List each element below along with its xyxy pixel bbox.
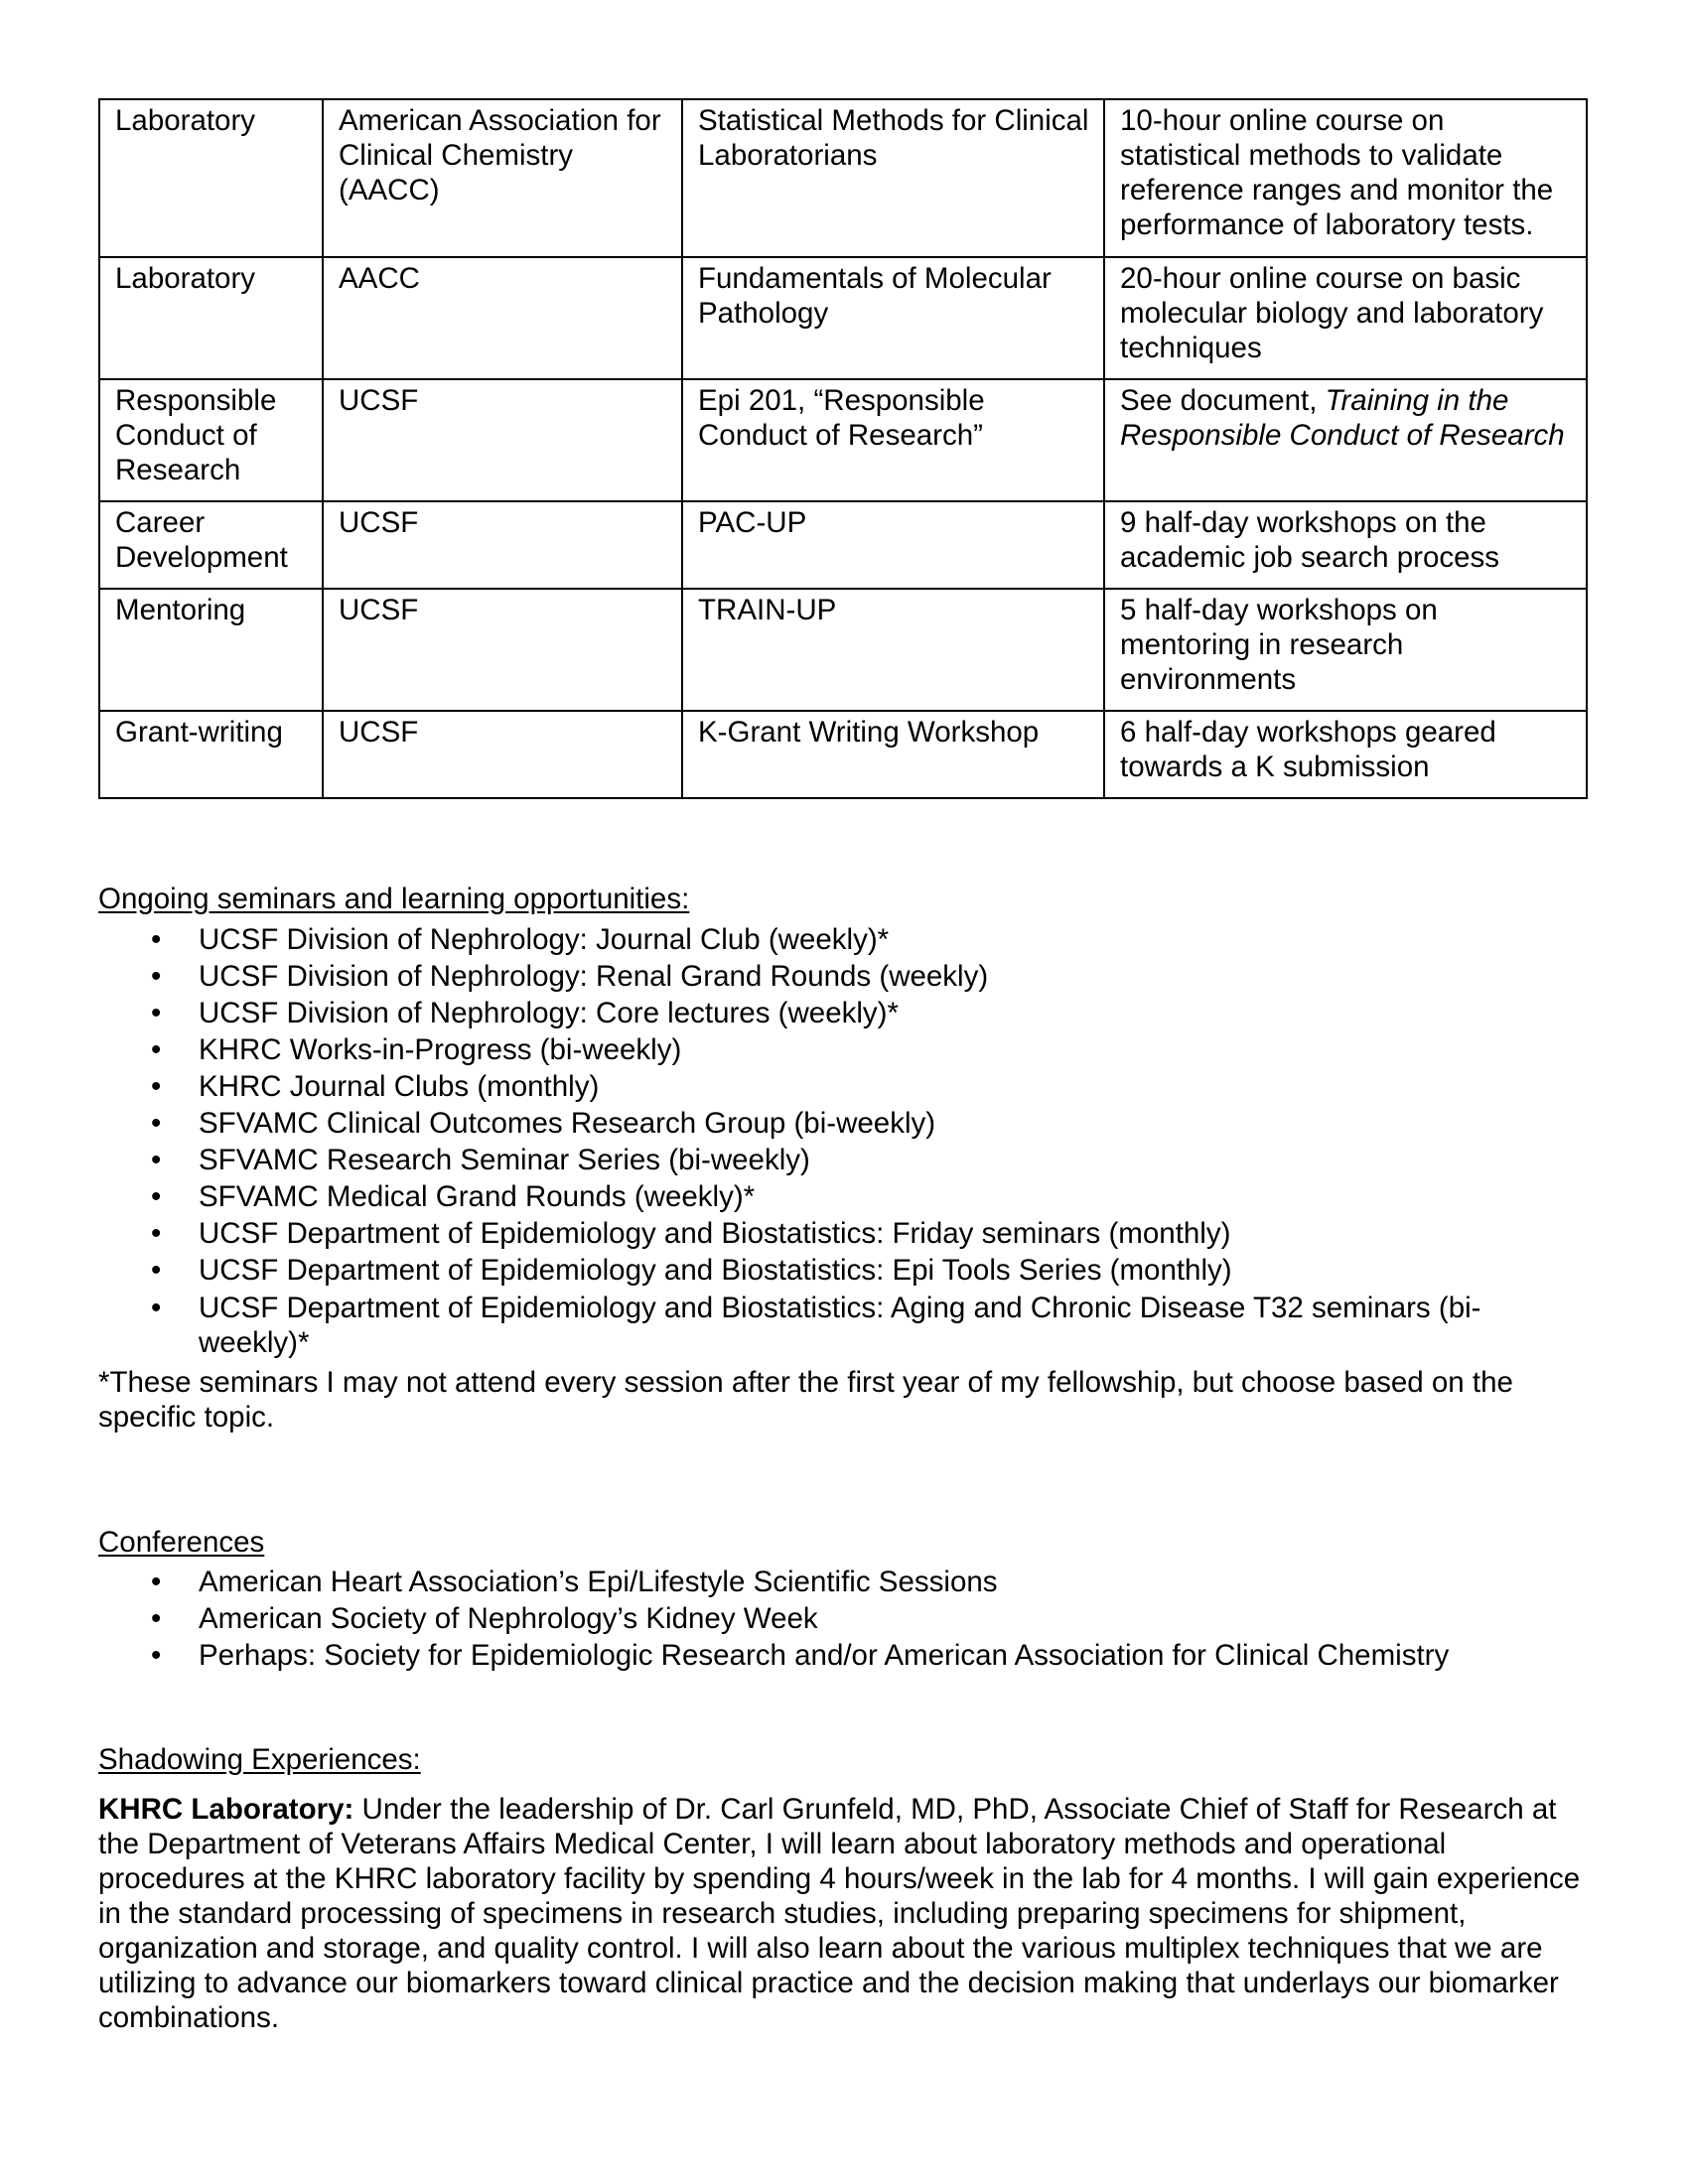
- list-item-text: American Society of Nephrology’s Kidney Week: [199, 1601, 818, 1635]
- bullet-icon: •: [151, 959, 162, 993]
- cell-course: TRAIN-UP: [682, 589, 1104, 711]
- bullet-icon: •: [151, 1032, 162, 1066]
- list-item-text: UCSF Division of Nephrology: Journal Club (weekly)*: [199, 922, 890, 956]
- cell-course: K-Grant Writing Workshop: [682, 711, 1104, 798]
- table-row: [99, 379, 1587, 501]
- list-item-text: KHRC Works-in-Progress (bi-weekly): [199, 1032, 682, 1066]
- list-item: [98, 1068, 1588, 1105]
- cell-provider: UCSF: [323, 589, 682, 711]
- bullet-icon: •: [151, 1601, 162, 1635]
- cell-area: Grant-writing: [99, 711, 323, 798]
- table-row: [99, 257, 1587, 379]
- cell-provider: AACC: [323, 257, 682, 379]
- cell-description: 10-hour online course on statistical methods to validate reference ranges and monitor the performance of laboratory tests.: [1104, 99, 1587, 257]
- cell-course: Epi 201, “Responsible Conduct of Research”: [682, 379, 1104, 501]
- list-item-text: Perhaps: Society for Epidemiologic Research and/or American Association for Clinical Chemistry: [199, 1638, 1450, 1672]
- cell-area: Career Development: [99, 501, 323, 589]
- bullet-icon: •: [151, 1179, 162, 1213]
- shadowing-section: [98, 1743, 1588, 2035]
- shadowing-paragraph: [98, 1792, 1588, 2035]
- list-item-text: UCSF Division of Nephrology: Core lectures (weekly)*: [199, 996, 899, 1029]
- cell-area: Responsible Conduct of Research: [99, 379, 323, 501]
- list-item: [98, 958, 1588, 995]
- bullet-icon: •: [151, 1106, 162, 1140]
- training-courses-table: [98, 98, 1588, 799]
- list-item: [98, 1600, 1588, 1637]
- cell-course: Fundamentals of Molecular Pathology: [682, 257, 1104, 379]
- bullet-icon: •: [151, 1069, 162, 1103]
- cell-area: Laboratory: [99, 257, 323, 379]
- bullet-icon: •: [151, 1143, 162, 1176]
- bullet-icon: •: [151, 1291, 162, 1324]
- list-item-text: UCSF Department of Epidemiology and Biostatistics: Aging and Chronic Disease T32 seminars (bi-weekly)*: [199, 1291, 1481, 1359]
- bullet-icon: •: [151, 996, 162, 1029]
- list-item-text: UCSF Department of Epidemiology and Biostatistics: Epi Tools Series (monthly): [199, 1253, 1232, 1287]
- list-item: [98, 1105, 1588, 1142]
- shadowing-lead: KHRC Laboratory:: [98, 1792, 354, 1826]
- seminars-list: [98, 921, 1588, 1360]
- cell-course: Statistical Methods for Clinical Laboratorians: [682, 99, 1104, 257]
- cell-description: 9 half-day workshops on the academic job search process: [1104, 501, 1587, 589]
- conferences-list: [98, 1564, 1588, 1674]
- table-row: [99, 589, 1587, 711]
- table-row: [99, 501, 1587, 589]
- seminars-footnote: *These seminars I may not attend every session after the first year of my fellowship, but choose based on the specific topic.: [98, 1365, 1513, 1433]
- bullet-icon: •: [151, 1216, 162, 1250]
- list-item: [98, 1178, 1588, 1215]
- list-item-text: SFVAMC Clinical Outcomes Research Group (bi-weekly): [199, 1106, 936, 1140]
- list-item: [98, 921, 1588, 958]
- list-item-text: UCSF Division of Nephrology: Renal Grand Rounds (weekly): [199, 959, 989, 993]
- cell-provider: UCSF: [323, 711, 682, 798]
- conferences-section: [98, 1526, 1588, 1674]
- list-item: [98, 1031, 1588, 1068]
- document-reference: Training in the Responsible Conduct of Research: [1120, 384, 1565, 452]
- description-prefix: See document,: [1120, 384, 1326, 417]
- list-item-text: SFVAMC Research Seminar Series (bi-weekly): [199, 1143, 810, 1176]
- list-item: [98, 1637, 1588, 1674]
- cell-description: [1104, 379, 1587, 501]
- cell-area: Laboratory: [99, 99, 323, 257]
- shadowing-heading: Shadowing Experiences:: [98, 1743, 421, 1776]
- bullet-icon: •: [151, 1253, 162, 1287]
- cell-provider: American Association for Clinical Chemistry (AACC): [323, 99, 682, 257]
- list-item-text: SFVAMC Medical Grand Rounds (weekly)*: [199, 1179, 756, 1213]
- conferences-heading: Conferences: [98, 1526, 265, 1559]
- bullet-icon: •: [151, 922, 162, 956]
- table-row: [99, 711, 1587, 798]
- list-item: [98, 1289, 1588, 1360]
- bullet-icon: •: [151, 1638, 162, 1672]
- list-item-text: KHRC Journal Clubs (monthly): [199, 1069, 600, 1103]
- bullet-icon: •: [151, 1565, 162, 1598]
- shadowing-body: Under the leadership of Dr. Carl Grunfeld, MD, PhD, Associate Chief of Staff for Research at the Department of Veterans Affairs Medical Center, I will learn about laboratory methods and operational procedures at the KHRC laboratory facility by spending 4 hours/week in the lab for 4 months. I will gain experience in the standard processing of specimens in research studies, including preparing specimens for shipment, organization and storage, and quality control. I will also learn about the various multiplex techniques that we are utilizing to advance our biomarkers toward clinical practice and the decision making that underlays our biomarker combinations.: [98, 1792, 1581, 2034]
- cell-description: 20-hour online course on basic molecular biology and laboratory techniques: [1104, 257, 1587, 379]
- cell-area: Mentoring: [99, 589, 323, 711]
- cell-description: 5 half-day workshops on mentoring in research environments: [1104, 589, 1587, 711]
- list-item: [98, 1215, 1588, 1252]
- cell-description: 6 half-day workshops geared towards a K submission: [1104, 711, 1587, 798]
- table-row: [99, 99, 1587, 257]
- cell-provider: UCSF: [323, 379, 682, 501]
- list-item: [98, 1252, 1588, 1289]
- list-item: [98, 1564, 1588, 1600]
- seminars-section: [98, 883, 1588, 1434]
- cell-course: PAC-UP: [682, 501, 1104, 589]
- list-item: [98, 995, 1588, 1031]
- list-item-text: American Heart Association’s Epi/Lifestyle Scientific Sessions: [199, 1565, 998, 1598]
- list-item: [98, 1142, 1588, 1178]
- seminars-heading: Ongoing seminars and learning opportunities:: [98, 883, 690, 915]
- cell-provider: UCSF: [323, 501, 682, 589]
- list-item-text: UCSF Department of Epidemiology and Biostatistics: Friday seminars (monthly): [199, 1216, 1231, 1250]
